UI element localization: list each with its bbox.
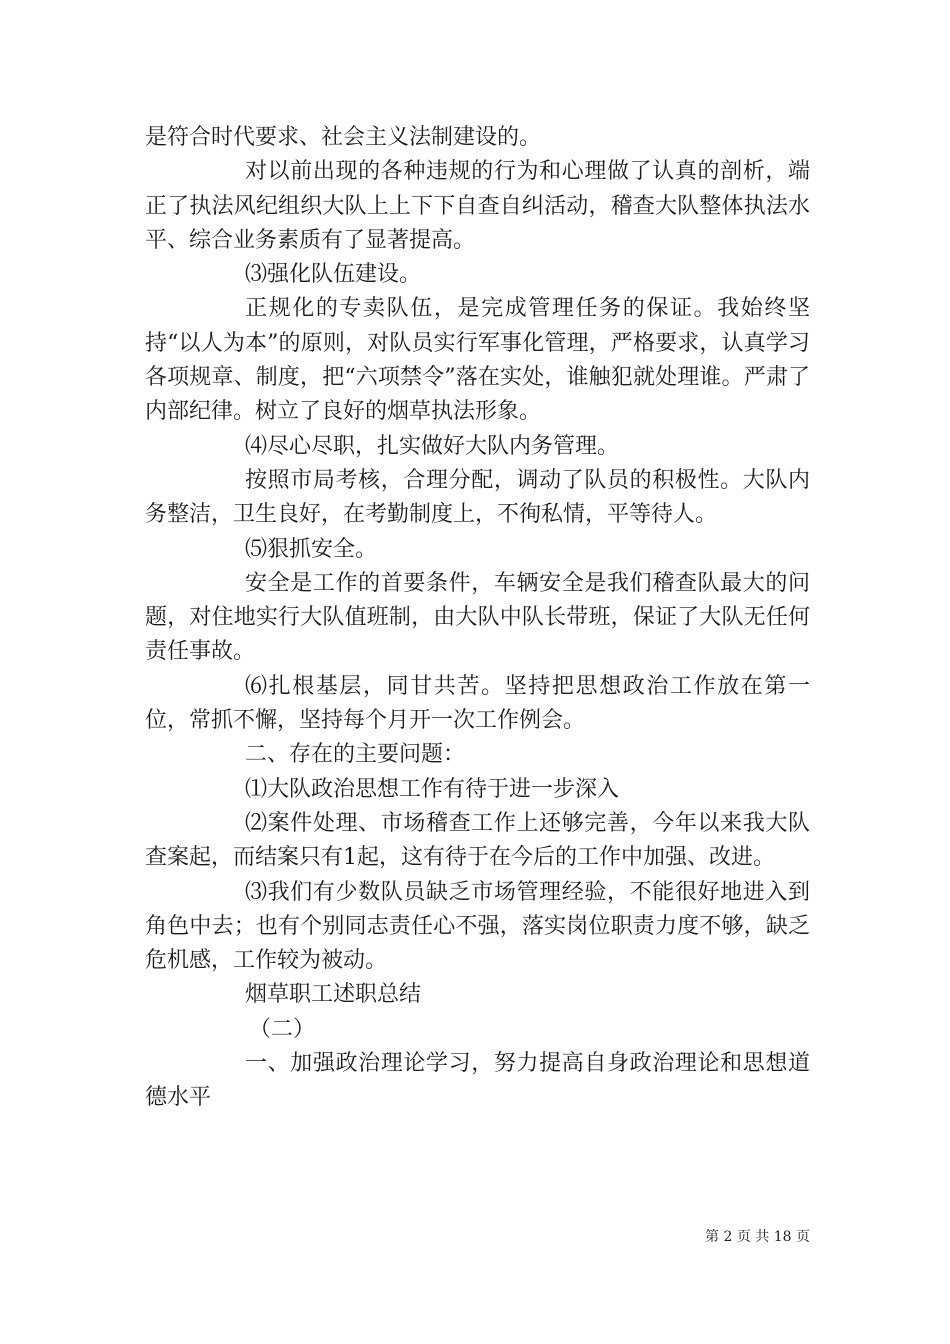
section-heading: 二、存在的主要问题： bbox=[245, 742, 466, 768]
paragraph: 按照市局考核，合理分配，调动了队员的积极性。大队内务整洁，卫生良好，在考勤制度上，不徇私情，平等待人。 bbox=[145, 467, 810, 528]
section-heading: 一、加强政治理论学习，努力提高自身政治理论和思想道德水平 bbox=[145, 1051, 810, 1111]
section-heading: ⑶强化队伍建设。 bbox=[245, 262, 422, 288]
paragraph: 对以前出现的各种违规的行为和心理做了认真的剖析，端正了执法风纪组织大队上上下下自查自纠活动，稽查大队整体执法水平、综合业务素质有了显著提高。 bbox=[145, 159, 810, 253]
document-body bbox=[145, 121, 810, 1116]
section-number: （二） bbox=[249, 1016, 316, 1042]
paragraph: 安全是工作的首要条件，车辆安全是我们稽查队最大的问题，对住地实行大队值班制，由大队中队长带班，保证了大队无任何责任事故。 bbox=[145, 570, 810, 665]
document-title: 烟草职工述职总结 bbox=[245, 982, 422, 1008]
list-item: ⑵案件处理、市场稽查工作上还够完善，今年以来我大队查案起，而结案只有1起，这有待于在今后的工作中加强、改进。 bbox=[145, 810, 810, 871]
list-item: ⑴大队政治思想工作有待于进一步深入 bbox=[245, 776, 620, 802]
paragraph: 是符合时代要求、社会主义法制建设的。 bbox=[145, 125, 542, 150]
section-heading: ⑷尽心尽职，扎实做好大队内务管理。 bbox=[245, 433, 620, 459]
section-heading: ⑸狠抓安全。 bbox=[245, 536, 378, 562]
page-number-footer: 第 2 页 共 18 页 bbox=[705, 1229, 810, 1245]
paragraph: 正规化的专卖队伍，是完成管理任务的保证。我始终坚持“以人为本”的原则，对队员实行军事化管理，严格要求，认真学习各项规章、制度，把“六项禁令”落在实处，谁触犯就处理谁。严肃了内部纪律。树立了良好的烟草执法形象。 bbox=[145, 296, 810, 425]
paragraph: ⑹扎根基层，同甘共苦。坚持把思想政治工作放在第一位，常抓不懈，坚持每个月开一次工作例会。 bbox=[145, 673, 810, 734]
list-item: ⑶我们有少数队员缺乏市场管理经验，不能很好地进入到角色中去；也有个别同志责任心不强，落实岗位职责力度不够，缺乏危机感，工作较为被动。 bbox=[145, 879, 810, 974]
